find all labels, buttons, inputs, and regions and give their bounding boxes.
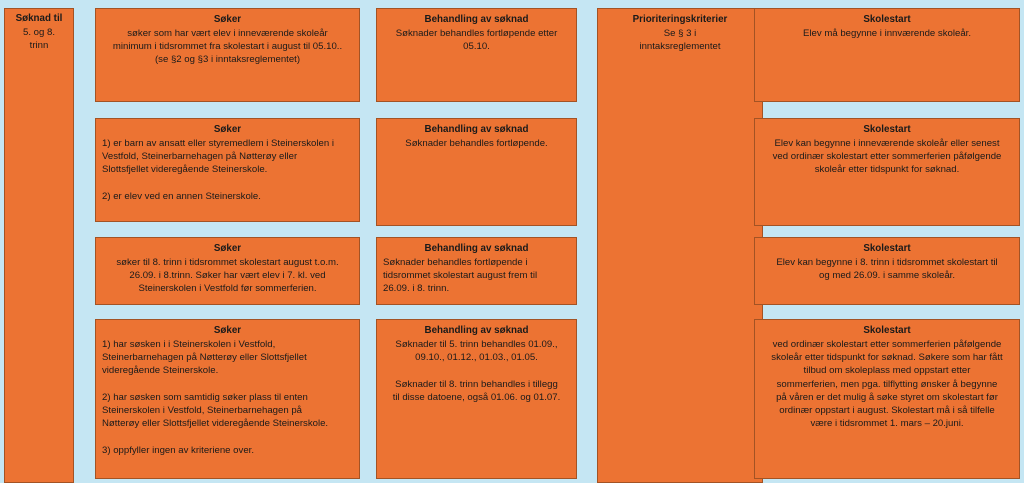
- soker-box-3: [95, 237, 360, 305]
- text-line: Vestfold, Steinerbarnehagen på Nøtterøy eller: [102, 151, 298, 163]
- text-line: ved ordinær skolestart etter sommerferien påfølgende: [772, 151, 1002, 163]
- skolestart-title-4: Skolestart: [863, 325, 911, 336]
- text-line: på våren er det mulig å søke styret om skolestart før: [776, 391, 998, 403]
- text-line: sommerferien, men pga. tilflytting ønsker å begynne: [776, 378, 998, 390]
- skolestart-box-2: [754, 118, 1020, 226]
- behandling-box-2: [376, 118, 577, 226]
- text-line: Søknader behandles fortløpende i: [383, 257, 528, 268]
- skolestart-box-1: [754, 8, 1020, 102]
- skolestart-body-2: [761, 137, 1013, 177]
- text-line: søker til 8. trinn i tidsrommet skolestart august t.o.m.: [116, 257, 339, 268]
- text-line: Steinerbarnehagen på Nøtterøy eller Slottsfjellet: [102, 352, 307, 364]
- text-line: 2) har søsken som samtidig søker plass til enten: [102, 391, 308, 403]
- skolestart-body-4: [761, 338, 1013, 430]
- text-line: minimum i tidsrommet fra skolestart i august til 05.10..: [112, 41, 343, 53]
- soknad-til-body: [11, 26, 67, 52]
- skolestart-title-1: Skolestart: [863, 14, 911, 25]
- text-line: ved ordinær skolestart etter sommerferien påfølgende: [772, 339, 1002, 350]
- text-line: Elev kan begynne i inneværende skoleår eller senest: [774, 138, 1000, 149]
- text-line: 2) er elev ved en annen Steinerskole.: [102, 190, 261, 202]
- text-line: tilbud om skoleplass med oppstart etter: [803, 365, 971, 377]
- text-line: 1) er barn av ansatt eller styremedlem i Steinerskolen i: [102, 138, 334, 149]
- text-line: 1) har søsken i i Steinerskolen i Vestfold,: [102, 339, 276, 350]
- behandling-title-2: Behandling av søknad: [424, 124, 529, 135]
- text-line: 09.10., 01.12., 01.03., 01.05.: [415, 352, 538, 364]
- text-line: trinn: [29, 40, 49, 52]
- text-line: Søknader behandles fortløpende.: [405, 138, 548, 149]
- text-line: Elev må begynne i innværende skoleår.: [803, 28, 971, 39]
- behandling-body-2: [383, 137, 570, 150]
- text-line: tidsrommet skolestart august frem til: [383, 270, 538, 282]
- text-line: Se § 3 i: [663, 28, 697, 39]
- behandling-body-4: [383, 338, 570, 404]
- behandling-box-3: [376, 237, 577, 305]
- line-gap: [383, 364, 570, 377]
- text-line: 05.10.: [463, 41, 490, 53]
- text-line: Steinerskolen i Vestfold før sommerferien.: [138, 283, 317, 295]
- soker-box-2: [95, 118, 360, 222]
- text-line: Søknader til 5. trinn behandles 01.09.,: [395, 339, 558, 350]
- soker-title-4: Søker: [213, 325, 242, 336]
- text-line: skoleår etter tidspunkt for søknad.: [814, 164, 960, 176]
- text-line: 26.09. i 8. trinn.: [383, 283, 450, 295]
- line-gap: [102, 378, 353, 391]
- text-line: 26.09. i 8.trinn. Søker har vært elev i 7. kl. ved: [129, 270, 326, 282]
- text-line: (se §2 og §3 i inntaksreglementet): [154, 54, 301, 66]
- skolestart-title-3: Skolestart: [863, 243, 911, 254]
- soker-box-1: [95, 8, 360, 102]
- text-line: Elev kan begynne i 8. trinn i tidsrommet skolestart til: [776, 257, 998, 268]
- line-gap: [102, 177, 353, 190]
- text-line: Steinerskolen i Vestfold, Steinerbarnehagen på: [102, 405, 303, 416]
- prioritering-title: Prioriteringskriterier: [632, 14, 728, 25]
- soker-title-3: Søker: [213, 243, 242, 254]
- text-line: inntaksreglementet: [639, 41, 721, 53]
- text-line: 5. og 8.: [22, 27, 55, 38]
- soker-body-4: [102, 338, 353, 457]
- behandling-box-1: [376, 8, 577, 102]
- skolestart-body-3: [761, 256, 1013, 282]
- text-line: Slottsfjellet videregående Steinerskole.: [102, 164, 268, 176]
- text-line: 3) oppfyller ingen av kriteriene over.: [102, 444, 254, 456]
- skolestart-box-4: [754, 319, 1020, 479]
- text-line: ordinær oppstart i august. Skolestart må i så tilfelle: [779, 405, 995, 417]
- behandling-box-4: [376, 319, 577, 479]
- line-gap: [102, 430, 353, 443]
- soker-box-4: [95, 319, 360, 479]
- prioritering-box: [597, 8, 763, 483]
- text-line: være i tidsrommet 1. mars – 20.juni.: [810, 418, 964, 430]
- text-line: skoleår etter tidspunkt for søknad. Søkere som har fått: [771, 352, 1003, 364]
- behandling-title-1: Behandling av søknad: [424, 14, 529, 25]
- text-line: videregående Steinerskole.: [102, 365, 219, 377]
- text-line: Søknader behandles fortløpende etter: [395, 28, 558, 39]
- text-line: Nøtterøy eller Slottsfjellet videregående Steinerskole.: [102, 418, 329, 430]
- soker-body-3: [102, 256, 353, 296]
- skolestart-body-1: [761, 27, 1013, 40]
- behandling-body-1: [383, 27, 570, 53]
- soker-body-1: [102, 27, 353, 67]
- behandling-title-4: Behandling av søknad: [424, 325, 529, 336]
- soker-title-1: Søker: [213, 14, 242, 25]
- text-line: Søknader til 8. trinn behandles i tillegg: [395, 378, 558, 390]
- behandling-body-3: [383, 256, 570, 296]
- soker-body-2: [102, 137, 353, 203]
- text-line: og med 26.09. i samme skoleår.: [819, 270, 955, 282]
- soknad-til-title: Søknad til: [15, 13, 63, 24]
- skolestart-box-3: [754, 237, 1020, 305]
- text-line: søker som har vært elev i inneværende skoleår: [127, 28, 328, 39]
- text-line: til disse datoene, også 01.06. og 01.07.: [392, 391, 561, 403]
- soknad-til-box: [4, 8, 74, 483]
- prioritering-body: [604, 27, 756, 53]
- soker-title-2: Søker: [213, 124, 242, 135]
- skolestart-title-2: Skolestart: [863, 124, 911, 135]
- behandling-title-3: Behandling av søknad: [424, 243, 529, 254]
